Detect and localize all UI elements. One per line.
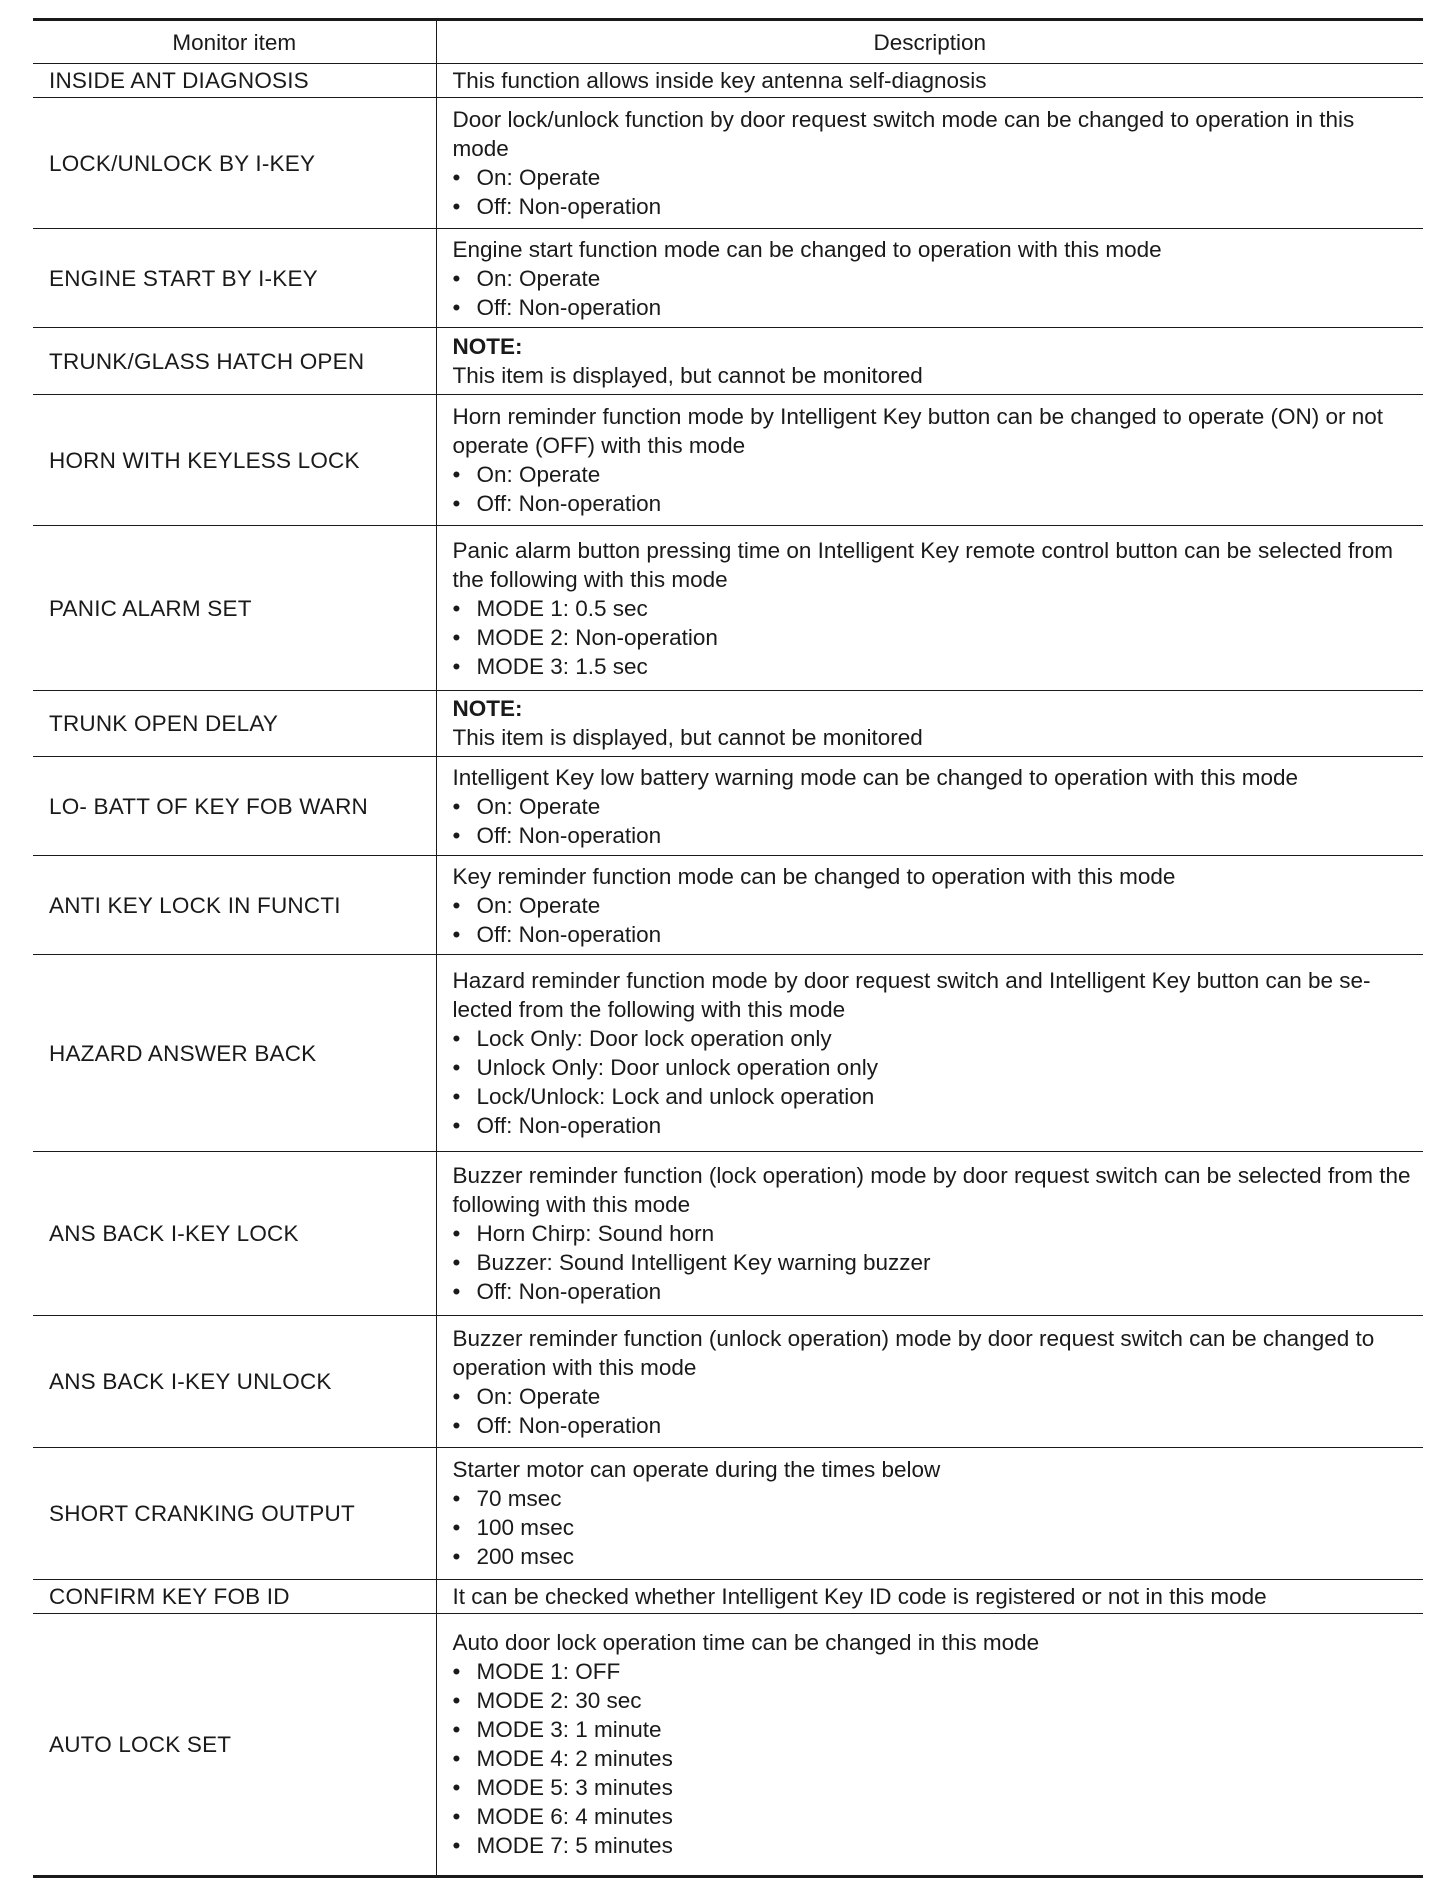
- table-row: [33, 394, 1423, 526]
- description-text: This item is displayed, but cannot be monitored: [452, 363, 923, 389]
- bullet-item: • 100 msec: [453, 1513, 1414, 1542]
- bullet-item: • Off: Non-operation: [453, 1277, 1414, 1306]
- description-cell: [436, 1448, 1423, 1580]
- description-cell: [436, 229, 1423, 328]
- table-row: [33, 526, 1423, 690]
- bullet-item: • 70 msec: [453, 1484, 1414, 1513]
- description-text: Door lock/unlock function by door request switch mode can be changed to operation in this mode: [452, 107, 1361, 162]
- monitor-item-cell: LOCK/UNLOCK BY I-KEY: [33, 97, 436, 229]
- bullet-item: • Off: Non-operation: [453, 293, 1414, 322]
- table-row: [33, 64, 1423, 98]
- bullet-item: • MODE 4: 2 minutes: [453, 1744, 1414, 1773]
- bullet-item: • MODE 2: Non-operation: [453, 623, 1414, 652]
- bullet-item: • On: Operate: [453, 1382, 1414, 1411]
- table-row: [33, 690, 1423, 756]
- bullet-item: • MODE 3: 1.5 sec: [453, 652, 1414, 681]
- bullet-item: • MODE 1: OFF: [453, 1657, 1414, 1686]
- monitor-item-cell: SHORT CRANKING OUTPUT: [33, 1448, 436, 1580]
- table-body: [33, 64, 1423, 1877]
- monitor-item-cell: ANS BACK I-KEY UNLOCK: [33, 1316, 436, 1448]
- table-header-row: [33, 20, 1423, 64]
- monitor-item-cell: TRUNK/GLASS HATCH OPEN: [33, 328, 436, 394]
- monitor-item-cell: PANIC ALARM SET: [33, 526, 436, 690]
- bullet-item: • On: Operate: [453, 891, 1414, 920]
- description-text: Hazard reminder function mode by door request switch and Intelligent Key button can be se- lected from the following with this mode: [452, 968, 1371, 1023]
- bullet-item: • Off: Non-operation: [453, 192, 1414, 221]
- bullet-item: • MODE 3: 1 minute: [453, 1715, 1414, 1744]
- monitor-item-cell: HAZARD ANSWER BACK: [33, 955, 436, 1152]
- description-cell: [436, 856, 1423, 955]
- bullet-item: • Unlock Only: Door unlock operation only: [453, 1053, 1414, 1082]
- description-text: It can be checked whether Intelligent Key ID code is registered or not in this mode: [452, 1583, 1267, 1609]
- monitor-item-cell: AUTO LOCK SET: [33, 1613, 436, 1876]
- description-text: This item is displayed, but cannot be monitored: [452, 725, 923, 751]
- description-text: Auto door lock operation time can be changed in this mode: [452, 1630, 1040, 1656]
- description-cell: [436, 97, 1423, 229]
- table-row: [33, 1579, 1423, 1613]
- bullet-item: • On: Operate: [453, 264, 1414, 293]
- table-row: [33, 1316, 1423, 1448]
- bullet-item: • Buzzer: Sound Intelligent Key warning buzzer: [453, 1248, 1414, 1277]
- description-cell: [436, 1152, 1423, 1316]
- monitor-item-cell: ANS BACK I-KEY LOCK: [33, 1152, 436, 1316]
- description-text: Horn reminder function mode by Intelligent Key button can be changed to operate (ON) or not operate (OFF) with this mode: [452, 404, 1390, 459]
- note-label: NOTE:: [452, 696, 523, 722]
- table-row: [33, 229, 1423, 328]
- table-row: [33, 955, 1423, 1152]
- bullet-item: • Off: Non-operation: [453, 1411, 1414, 1440]
- description-cell: [436, 757, 1423, 856]
- bullet-item: • Horn Chirp: Sound horn: [453, 1219, 1414, 1248]
- table-row: [33, 328, 1423, 394]
- table-row: [33, 1448, 1423, 1580]
- table-row: [33, 757, 1423, 856]
- monitor-item-cell: LO- BATT OF KEY FOB WARN: [33, 757, 436, 856]
- bullet-item: • Off: Non-operation: [453, 489, 1414, 518]
- description-text: Buzzer reminder function (unlock operation) mode by door request switch can be changed to operation with this mode: [452, 1325, 1381, 1380]
- bullet-item: • On: Operate: [453, 163, 1414, 192]
- bullet-item: • Off: Non-operation: [453, 821, 1414, 850]
- bullet-item: • On: Operate: [453, 792, 1414, 821]
- bullet-item: • Lock Only: Door lock operation only: [453, 1024, 1414, 1053]
- description-cell: [436, 1613, 1423, 1876]
- description-cell: [436, 394, 1423, 526]
- description-cell: [436, 526, 1423, 690]
- description-cell: [436, 690, 1423, 756]
- bullet-item: • MODE 6: 4 minutes: [453, 1802, 1414, 1831]
- bullet-item: • On: Operate: [453, 460, 1414, 489]
- monitor-item-cell: INSIDE ANT DIAGNOSIS: [33, 64, 436, 98]
- monitor-item-cell: ANTI KEY LOCK IN FUNCTI: [33, 856, 436, 955]
- description-text: Buzzer reminder function (lock operation) mode by door request switch can be selected from the following with this mode: [452, 1163, 1417, 1218]
- table-row: [33, 1613, 1423, 1876]
- bullet-item: • MODE 1: 0.5 sec: [453, 594, 1414, 623]
- bullet-item: • 200 msec: [453, 1542, 1414, 1571]
- table-row: [33, 856, 1423, 955]
- column-header-description: Description: [436, 20, 1423, 64]
- bullet-item: • Off: Non-operation: [453, 920, 1414, 949]
- monitor-item-cell: ENGINE START BY I-KEY: [33, 229, 436, 328]
- description-cell: [436, 1579, 1423, 1613]
- table-row: [33, 1152, 1423, 1316]
- column-header-monitor-item: Monitor item: [33, 20, 436, 64]
- description-cell: [436, 328, 1423, 394]
- bullet-item: • MODE 5: 3 minutes: [453, 1773, 1414, 1802]
- description-text: Panic alarm button pressing time on Intelligent Key remote control button can be selected from the following with this mode: [452, 537, 1400, 592]
- monitor-item-document: [33, 18, 1423, 1878]
- description-cell: [436, 64, 1423, 98]
- description-cell: [436, 1316, 1423, 1448]
- bullet-item: • Off: Non-operation: [453, 1111, 1414, 1140]
- monitor-item-cell: CONFIRM KEY FOB ID: [33, 1579, 436, 1613]
- description-cell: [436, 955, 1423, 1152]
- description-text: Starter motor can operate during the times below: [452, 1457, 941, 1483]
- bullet-item: • MODE 2: 30 sec: [453, 1686, 1414, 1715]
- note-label: NOTE:: [452, 334, 523, 360]
- description-text: Intelligent Key low battery warning mode can be changed to operation with this mode: [452, 764, 1299, 790]
- bullet-item: • MODE 7: 5 minutes: [453, 1831, 1414, 1860]
- monitor-item-cell: HORN WITH KEYLESS LOCK: [33, 394, 436, 526]
- monitor-item-cell: TRUNK OPEN DELAY: [33, 690, 436, 756]
- bullet-item: • Lock/Unlock: Lock and unlock operation: [453, 1082, 1414, 1111]
- description-text: This function allows inside key antenna self-diagnosis: [452, 67, 987, 93]
- monitor-item-table: [33, 18, 1423, 1878]
- description-text: Key reminder function mode can be changed to operation with this mode: [452, 863, 1176, 889]
- description-text: Engine start function mode can be changed to operation with this mode: [452, 236, 1162, 262]
- table-row: [33, 97, 1423, 229]
